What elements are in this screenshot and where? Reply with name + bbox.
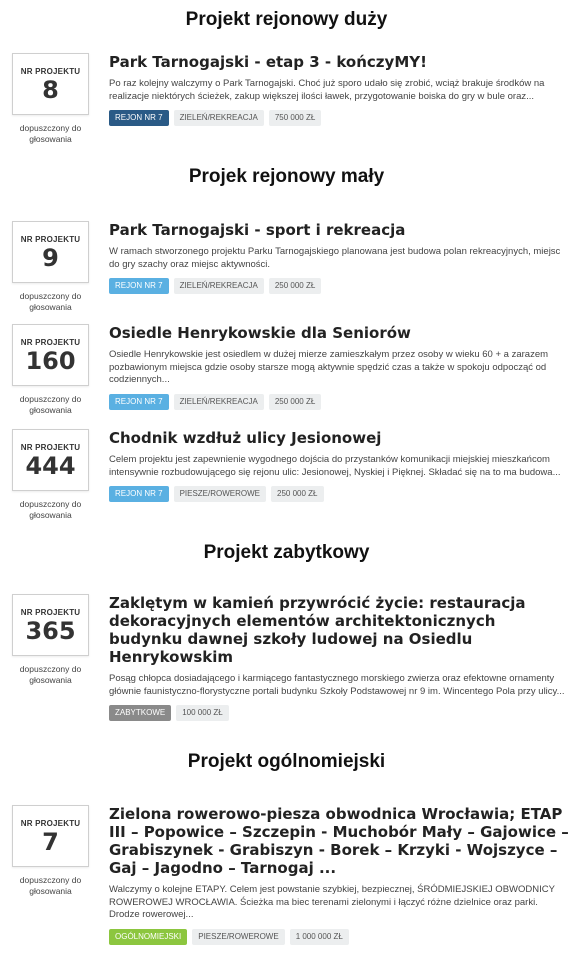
project-number-box <box>12 429 89 491</box>
project-description: W ramach stworzonego projektu Parku Tarnogajskiego planowana jest budowa polan rekreacyjnych, miejsc do gry szachy oraz miejsc aktywności. <box>109 246 561 270</box>
budget-tag: 250 000 ZŁ <box>269 278 321 294</box>
project-number-box <box>12 221 89 283</box>
region-tag[interactable]: REJON NR 7 <box>109 278 169 294</box>
project-number: 7 <box>42 827 59 856</box>
budget-tag: 250 000 ZŁ <box>271 486 323 502</box>
project-tags <box>109 394 571 410</box>
project-number: 9 <box>42 243 59 272</box>
project-number-label: NR PROJEKTU <box>20 818 81 828</box>
project-status: dopuszczony do głosowania <box>19 394 82 415</box>
project-description: Walczymy o kolejne ETAPY. Celem jest powstanie szybkiej, bezpiecznej, ŚRÓDMIEJSKIEJ OBWODNICY ROWEROWEJ WROCŁAWIA. Ścieżka ma biec terenami zielonymi i łączyć różne dzielnice oraz parki. Drodze rowerowej... <box>109 884 555 920</box>
project-status: dopuszczony do głosowania <box>19 291 82 312</box>
project-number-label: NR PROJEKTU <box>20 607 81 617</box>
category-tag[interactable]: ZIELEŃ/REKREACJA <box>174 110 264 126</box>
project-number-label: NR PROJEKTU <box>20 337 81 347</box>
project-number-column <box>12 53 89 145</box>
budget-tag: 100 000 ZŁ <box>176 705 228 721</box>
project-number: 8 <box>42 75 59 104</box>
project-number-label: NR PROJEKTU <box>20 234 81 244</box>
project-status: dopuszczony do głosowania <box>19 499 82 520</box>
project-description: Celem projektu jest zapewnienie wygodnego dojścia do przystanków komunikacji miejskiej mieszkańcom intensywnie rozbudowującego się rejonu ulic: Jesionowej, Nyskiej i Pięknej. Składać się na to ma budowa... <box>109 454 561 478</box>
project-tags <box>109 705 571 721</box>
category-tag[interactable]: ZIELEŃ/REKREACJA <box>174 278 264 294</box>
section-title-large-regional: Projekt rejonowy duży <box>185 9 388 30</box>
project-title[interactable]: Park Tarnogajski - sport i rekreacja <box>109 221 406 239</box>
project-tags <box>109 110 571 126</box>
region-tag[interactable]: REJON NR 7 <box>109 486 169 502</box>
project-tags <box>109 278 571 294</box>
category-tag[interactable]: PIESZE/ROWEROWE <box>174 486 266 502</box>
project-title[interactable]: Park Tarnogajski - etap 3 - kończyMY! <box>109 53 427 71</box>
project-status: dopuszczony do głosowania <box>19 875 82 896</box>
project-title[interactable]: Zaklętym w kamień przywrócić życie: restauracja dekoracyjnych elementów architektonicznych budynku dawnej szkoły ludowej na Osiedlu Henrykowskim <box>109 594 526 666</box>
category-tag[interactable]: ZABYTKOWE <box>109 705 171 721</box>
section-title-citywide: Projekt ogólnomiejski <box>187 751 386 772</box>
section-title-small-regional: Projek rejonowy mały <box>188 166 385 187</box>
budget-tag: 1 000 000 ZŁ <box>290 929 349 945</box>
project-description: Osiedle Henrykowskie jest osiedlem w dużej mierze zamieszkałym przez osoby w wieku 60 + a zarazem pozbawionym miejsca gdzie osoby starsze mogą aktywnie spędzić czas a także w spokoju odpocząć od codziennych... <box>109 349 549 385</box>
subcategory-tag[interactable]: PIESZE/ROWEROWE <box>192 929 284 945</box>
budget-tag: 250 000 ZŁ <box>269 394 321 410</box>
project-number: 365 <box>25 616 76 645</box>
project-number-box <box>12 53 89 115</box>
project-number-label: NR PROJEKTU <box>20 66 81 76</box>
project-number-box <box>12 594 89 656</box>
project-number: 444 <box>25 451 76 480</box>
project-status: dopuszczony do głosowania <box>19 123 82 144</box>
category-tag[interactable]: ZIELEŃ/REKREACJA <box>174 394 264 410</box>
project-description: Posąg chłopca dosiadającego i karmiącego fantastycznego morskiego zwierza oraz efektowne ornamenty głównie faunistyczno-florystyczne portali budynku Szkoły Podstawowej nr 9 im. Wincentego Pola przy ulicy... <box>109 673 565 697</box>
section-title-heritage: Projekt zabytkowy <box>203 542 370 563</box>
project-number-box <box>12 805 89 867</box>
budget-tag: 750 000 ZŁ <box>269 110 321 126</box>
region-tag[interactable]: REJON NR 7 <box>109 394 169 410</box>
project-tags <box>109 486 571 502</box>
project-title[interactable]: Osiedle Henrykowskie dla Seniorów <box>109 324 411 342</box>
project-title[interactable]: Zielona rowerowo-piesza obwodnica Wrocławia; ETAP III – Popowice – Szczepin - Muchobór Mały – Gajowice – Grabiszynek - Grabiszyn - Borek – Krzyki - Wojszyce – Gaj – Jagodno – Tarnogaj ... <box>109 805 569 877</box>
project-number-label: NR PROJEKTU <box>20 442 81 452</box>
project-tags <box>109 929 571 945</box>
region-tag[interactable]: REJON NR 7 <box>109 110 169 126</box>
project-number-box <box>12 324 89 386</box>
project-number: 160 <box>25 346 76 375</box>
project-description: Po raz kolejny walczymy o Park Tarnogajski. Choć już sporo udało się zrobić, wciąż brakuje środków na realizacje niektórych ścieżek, zakup większej ilości ławek, przygotowanie boiska do gry w bule oraz... <box>109 78 545 102</box>
project-status: dopuszczony do głosowania <box>19 664 82 685</box>
project-title[interactable]: Chodnik wzdłuż ulicy Jesionowej <box>109 429 382 447</box>
category-tag[interactable]: OGÓLNOMIEJSKI <box>109 929 187 945</box>
